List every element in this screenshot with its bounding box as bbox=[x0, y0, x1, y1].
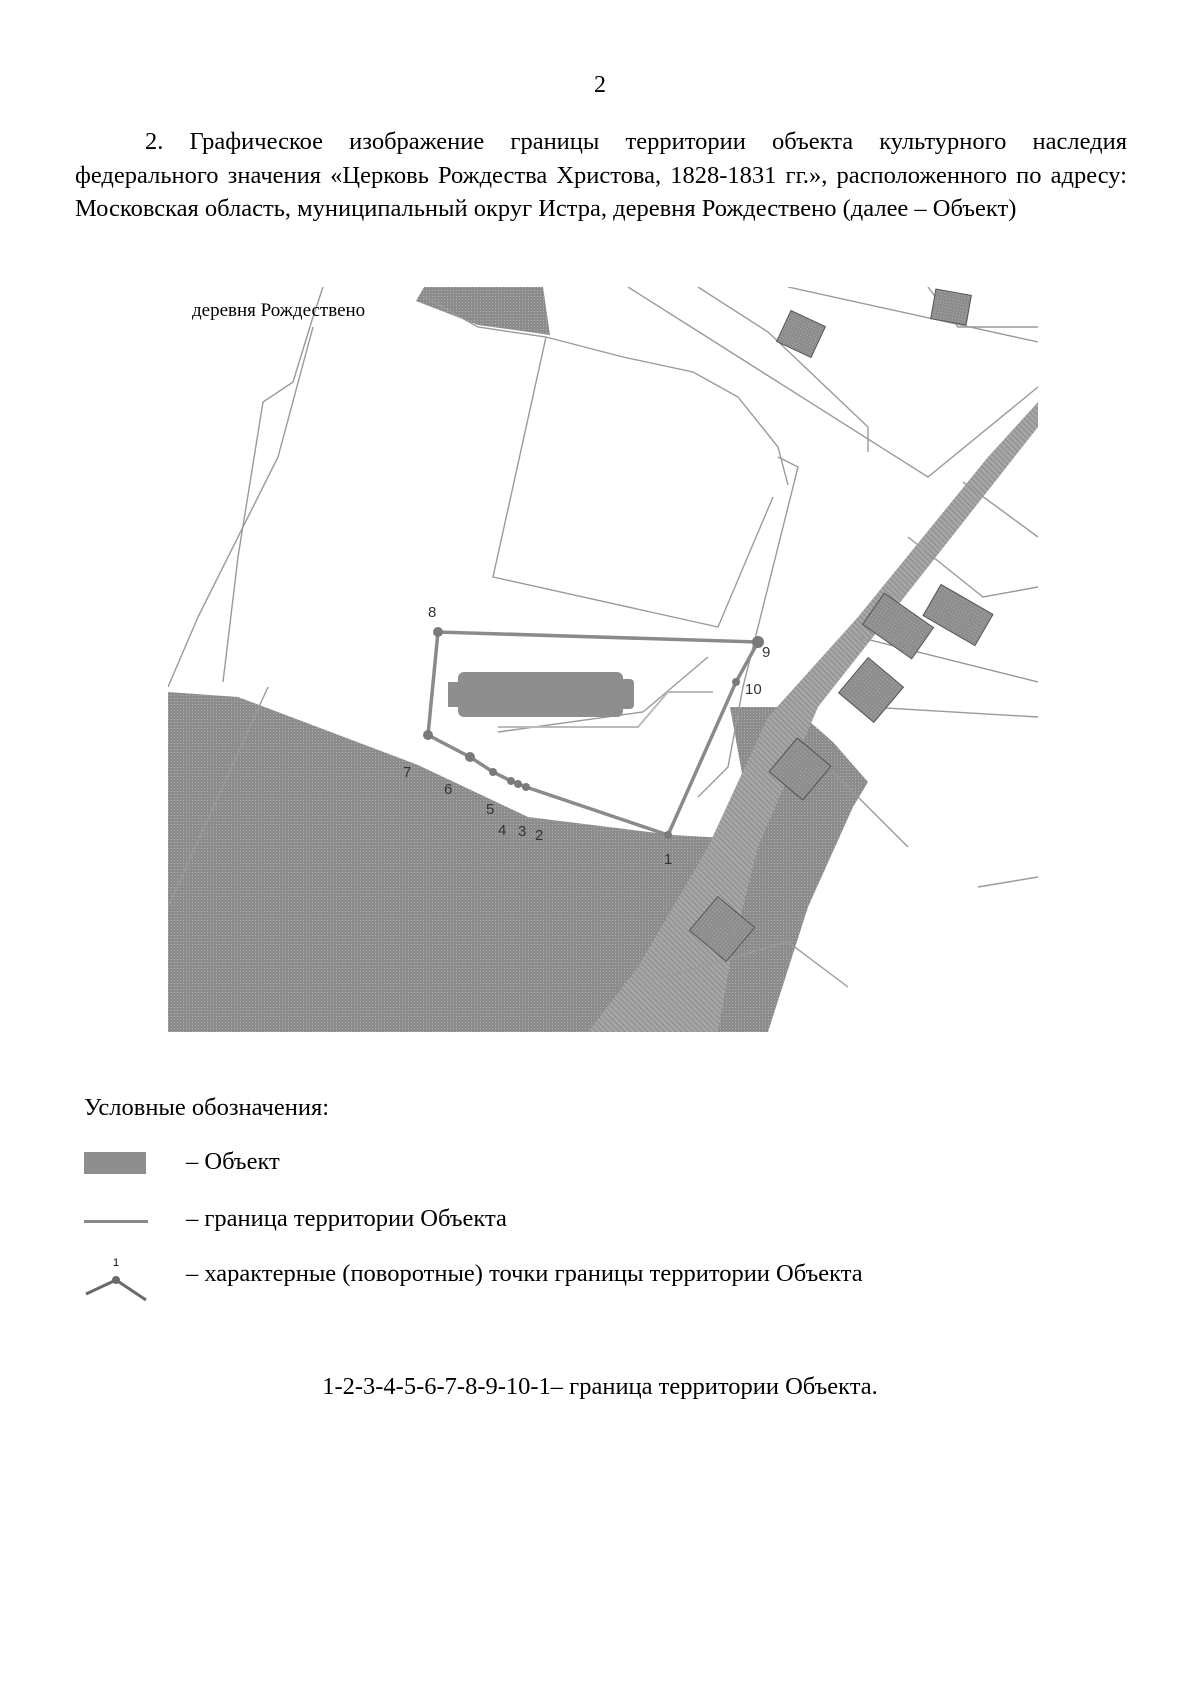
legend-item-points bbox=[84, 1256, 1134, 1306]
legend-point-marker-label: 1 bbox=[113, 1257, 120, 1269]
point-label-7: 7 bbox=[403, 764, 412, 781]
legend-item-object bbox=[84, 1144, 1134, 1184]
intro-paragraph: 2. Графическое изображение границы территории объекта культурного наследия федерального значения «Церковь Рождества Христова, 1828-1831 гг.», расположенного по адресу: Московская область, муниципальный округ Истра, деревня Рождествено (далее – Объект) bbox=[75, 128, 1127, 222]
point-label-9: 9 bbox=[762, 644, 771, 661]
legend-line-boundary bbox=[84, 1201, 148, 1241]
legend-text-object: – Объект bbox=[186, 1148, 280, 1175]
page-number: 2 bbox=[594, 72, 606, 98]
point-label-5: 5 bbox=[486, 801, 495, 818]
legend-title: Условные обозначения: bbox=[84, 1094, 330, 1121]
village-label: деревня Рождествено bbox=[192, 300, 366, 321]
legend-swatch-object bbox=[84, 1144, 148, 1184]
point-label-1: 1 bbox=[664, 851, 673, 868]
legend-item-boundary bbox=[84, 1201, 1134, 1241]
legend-point-marker-icon bbox=[84, 1256, 148, 1296]
map-figure bbox=[168, 287, 1038, 1032]
boundary-sequence: 1-2-3-4-5-6-7-8-9-10-1– граница территории Объекта. bbox=[322, 1373, 878, 1400]
point-label-10: 10 bbox=[745, 681, 762, 698]
point-label-4: 4 bbox=[498, 822, 507, 839]
legend-text-points: – характерные (поворотные) точки границы территории Объекта bbox=[186, 1260, 863, 1287]
point-label-2: 2 bbox=[535, 827, 544, 844]
legend-text-boundary: – граница территории Объекта bbox=[186, 1205, 507, 1232]
map-svg bbox=[168, 287, 1038, 1032]
point-label-6: 6 bbox=[444, 781, 453, 798]
church-footprint bbox=[448, 672, 634, 717]
road bbox=[588, 402, 1038, 1032]
point-label-8: 8 bbox=[428, 604, 437, 621]
point-label-3: 3 bbox=[518, 823, 527, 840]
